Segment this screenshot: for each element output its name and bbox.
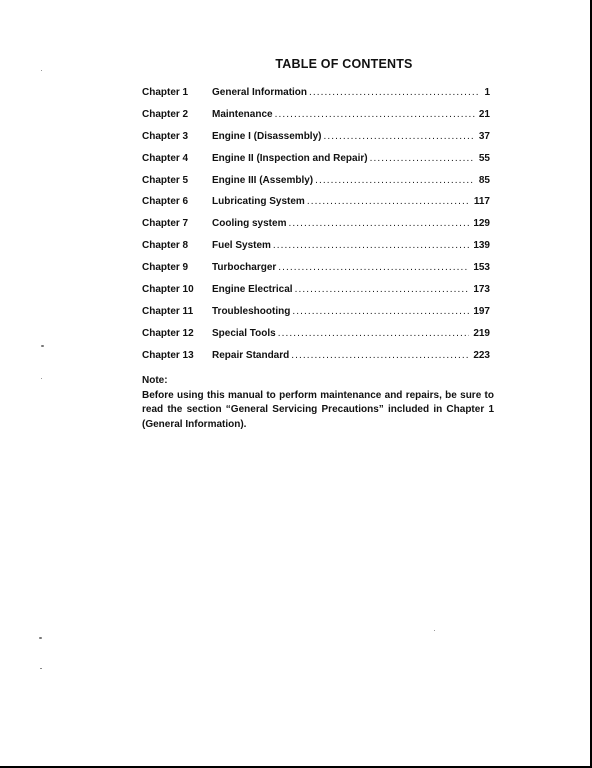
page-title: TABLE OF CONTENTS bbox=[275, 57, 413, 71]
table-of-contents bbox=[142, 86, 490, 371]
toc-page-number: 139 bbox=[473, 240, 490, 252]
toc-leader-dots bbox=[273, 239, 469, 253]
toc-leader-dots bbox=[307, 195, 470, 209]
scan-speck bbox=[40, 668, 42, 669]
scan-speck bbox=[41, 70, 42, 71]
toc-leader-dots bbox=[315, 174, 475, 188]
toc-leader-dots bbox=[370, 152, 475, 166]
toc-entry-line bbox=[212, 327, 490, 341]
toc-page-number: 55 bbox=[478, 152, 490, 164]
toc-entry-line bbox=[212, 261, 490, 275]
note-body: Before using this manual to perform maintenance and repairs, be sure to read the section “General Servicing Precautions” included in Chapter 1 (General Information). bbox=[142, 389, 494, 430]
toc-entry[interactable] bbox=[142, 239, 490, 261]
toc-entry-line bbox=[212, 239, 490, 253]
toc-entry[interactable] bbox=[142, 349, 490, 371]
toc-page-number: 129 bbox=[473, 218, 490, 230]
toc-entry-line bbox=[212, 217, 490, 231]
toc-chapter-title: Troubleshooting bbox=[212, 305, 291, 317]
toc-entry-line bbox=[212, 174, 490, 188]
toc-leader-dots bbox=[288, 217, 469, 231]
toc-entry[interactable] bbox=[142, 108, 490, 130]
toc-chapter-title: Maintenance bbox=[212, 108, 273, 120]
toc-leader-dots bbox=[295, 283, 470, 297]
toc-chapter-title: Engine II (Inspection and Repair) bbox=[212, 152, 368, 164]
toc-leader-dots bbox=[275, 108, 475, 122]
toc-leader-dots bbox=[309, 86, 480, 100]
toc-leader-dots bbox=[292, 305, 469, 319]
toc-entry[interactable] bbox=[142, 261, 490, 283]
toc-chapter-label: Chapter 13 bbox=[142, 349, 194, 361]
toc-chapter-label: Chapter 2 bbox=[142, 108, 189, 120]
toc-entry[interactable] bbox=[142, 217, 490, 239]
toc-entry-line bbox=[212, 195, 490, 209]
toc-page-number: 173 bbox=[473, 284, 490, 296]
toc-entry[interactable] bbox=[142, 305, 490, 327]
toc-entry-line bbox=[212, 130, 490, 144]
toc-chapter-label: Chapter 7 bbox=[142, 218, 189, 230]
toc-entry[interactable] bbox=[142, 130, 490, 152]
toc-chapter-label: Chapter 9 bbox=[142, 262, 189, 274]
toc-leader-dots bbox=[291, 349, 469, 363]
toc-entry[interactable] bbox=[142, 174, 490, 196]
toc-entry-line bbox=[212, 152, 490, 166]
toc-leader-dots bbox=[278, 327, 470, 341]
toc-chapter-label: Chapter 8 bbox=[142, 240, 189, 252]
toc-page-number: 85 bbox=[478, 174, 490, 186]
toc-entry-line bbox=[212, 108, 490, 122]
note-heading: Note: bbox=[142, 375, 168, 386]
toc-leader-dots bbox=[278, 261, 469, 275]
toc-chapter-title: General Information bbox=[212, 87, 308, 98]
toc-entry[interactable] bbox=[142, 283, 490, 305]
toc-chapter-label: Chapter 11 bbox=[142, 305, 194, 317]
toc-page-number: 153 bbox=[473, 262, 490, 274]
toc-chapter-label: Chapter 6 bbox=[142, 196, 189, 208]
toc-entry-line bbox=[212, 283, 490, 297]
toc-chapter-title: Repair Standard bbox=[212, 349, 290, 361]
note-section bbox=[142, 374, 494, 432]
toc-page-number: 197 bbox=[473, 305, 490, 317]
toc-entry[interactable] bbox=[142, 152, 490, 174]
toc-page-number: 37 bbox=[478, 130, 490, 142]
toc-chapter-title: Lubricating System bbox=[212, 196, 305, 208]
toc-chapter-label: Chapter 3 bbox=[142, 130, 189, 142]
toc-entry-line bbox=[212, 349, 490, 363]
toc-chapter-label: Chapter 1 bbox=[142, 87, 189, 98]
toc-chapter-label: Chapter 12 bbox=[142, 327, 194, 339]
toc-entry[interactable] bbox=[142, 86, 490, 108]
toc-chapter-label: Chapter 4 bbox=[142, 152, 189, 164]
toc-entry-line bbox=[212, 305, 490, 319]
toc-page-number: 21 bbox=[478, 108, 490, 120]
toc-chapter-label: Chapter 10 bbox=[142, 284, 194, 296]
scan-speck bbox=[41, 378, 42, 379]
toc-entry[interactable] bbox=[142, 327, 490, 349]
toc-chapter-title: Engine Electrical bbox=[212, 284, 293, 296]
toc-page-number: 117 bbox=[473, 196, 490, 208]
toc-page-number: 1 bbox=[484, 87, 490, 98]
toc-chapter-title: Engine III (Assembly) bbox=[212, 174, 314, 186]
toc-leader-dots bbox=[323, 130, 474, 144]
toc-page-number: 223 bbox=[473, 349, 490, 361]
toc-entry[interactable] bbox=[142, 195, 490, 217]
scan-speck bbox=[41, 345, 44, 347]
toc-chapter-title: Engine I (Disassembly) bbox=[212, 130, 322, 142]
toc-chapter-title: Cooling system bbox=[212, 218, 287, 230]
scan-speck bbox=[39, 637, 42, 639]
toc-chapter-title: Turbocharger bbox=[212, 262, 277, 274]
toc-chapter-title: Special Tools bbox=[212, 327, 276, 339]
toc-entry-line bbox=[212, 86, 490, 100]
toc-chapter-title: Fuel System bbox=[212, 240, 271, 252]
toc-page-number: 219 bbox=[473, 327, 490, 339]
scan-speck bbox=[434, 630, 435, 631]
toc-chapter-label: Chapter 5 bbox=[142, 174, 189, 186]
